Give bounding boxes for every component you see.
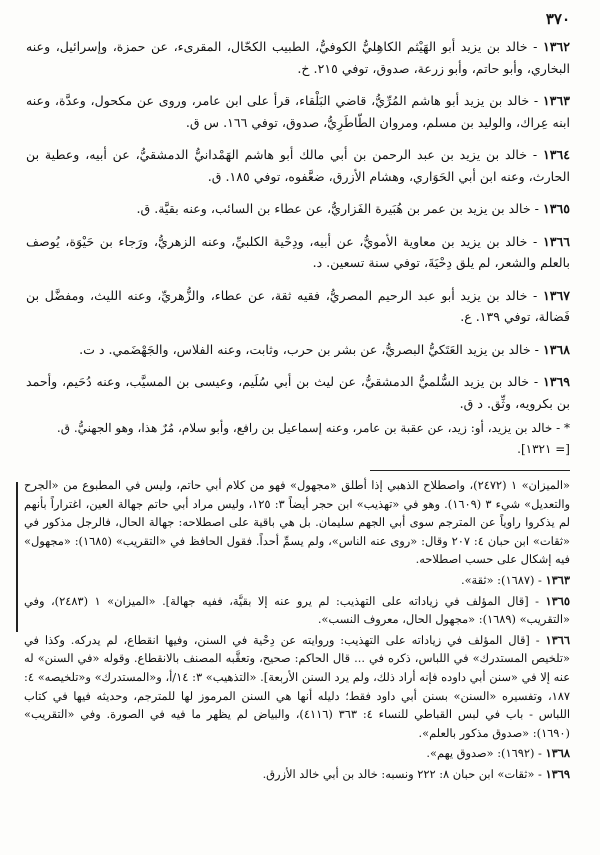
entry-1365: ١٣٦٥ - خالد بن يزيد بن عمر بن هُبَيرة الفَزاريُّ، عن عطاء بن السائب، وعنه بقيَّة. ق.	[136, 201, 570, 216]
entry-1362: ١٣٦٢ - خالد بن يزيد أبو الهَيْثم الكاهِليُّ الكوفيُّ، الطبيب الكحّال، المقرىء، عن حمزة، وإسرائيل، وعنه البخاري، وأبو حاتم، وأبو زرعة، صدوق، توفي ٢١٥. خ.	[26, 39, 570, 76]
footnote-1369: ١٣٦٩ - «ثقات» ابن حبان ٨: ٢٢٢ ونسبه: خالد بن أبي خالد الأزرق.	[262, 766, 570, 781]
footnote-text: «الميزان» ١ (٢٤٧٢)، واصطلاح الذهبي إذا أطلق «مجهول» فهو من كلام أبي حاتم، وليس في المطبوع من «الجرح والتعديل» شيء ٣ (١٦٠٩). وهو في «تهذيب» ابن حجر أيضاً ٣: ١٢٥، وليس مراد أبي حاتم جهالة العين، اغتراراً بأنهم لم يذكروا راوياً عن المترجم سوى أبي الجهم سليمان. بل هي باقية على اصطلاحه: جهالة الحال، فالرجل مذكور في «ثقات» ابن حبان ٤: ٢٠٧ وقال: «روى عنه الناس»، ولم يسمِّ أحداً. فقول الحافظ في «التقريب» (١٦٨٥): «مجهول» فيه إشكال على حسب اصطلاحه.	[24, 478, 570, 567]
entry-number: ١٣٦٢	[542, 39, 570, 54]
entry-text: خالد بن يزيد أبو هاشم المُرِّيُّ، قاضي البَلْقاء، قرأ على ابن عامر، وروى عن مكحول، وعدَّة، وعنه ابنه عِراك، والوليد بن مسلم، ومروان الطّاطَرِيُّ، صدوق، توفي ١٦٦. س ق.	[26, 93, 570, 130]
footnote-1368: ١٣٦٨ - (١٦٩٢): «صدوق يهم».	[426, 746, 570, 761]
entry-1367: ١٣٦٧ - خالد بن يزيد أبو عبد الرحيم المصريُّ، فقيه ثقة، عن عطاء، والزُّهريِّ، وعنه الليث، ومفضَّل بن فَضالة، توفي ١٣٩. ع.	[26, 287, 570, 324]
entry-number: ١٣٦٣	[542, 93, 570, 108]
footnote-number: ١٣٦٨	[545, 746, 570, 761]
entry-text: خالد بن يزيد العَتَكيُّ البصريُّ، عن بشر بن حرب، وثابت، وعنه الفلاس، والجَهْضَمي. د ت.	[79, 341, 531, 357]
entry-number: ١٣٦٩	[542, 374, 571, 389]
footnote-1363: ١٣٦٣ - (١٦٨٧): «ثقة».	[460, 572, 570, 587]
entry-1363: ١٣٦٣ - خالد بن يزيد أبو هاشم المُرِّيُّ، قاضي البَلْقاء، قرأ على ابن عامر، وروى عن مكحول، وعدَّة، وعنه ابنه عِراك، والوليد بن مسلم، ومروان الطّاطَرِيُّ، صدوق، توفي ١٦٦. س ق.	[26, 93, 570, 130]
entry-text: خالد بن يزيد بن عمر بن هُبَيرة الفَزاريُّ، عن عطاء بن السائب، وعنه بقيَّة. ق.	[136, 201, 531, 216]
footnote-number: ١٣٦٩	[545, 766, 570, 781]
footnote-text: [قال المؤلف في زياداته على التهذيب: لم يرو عنه إلا بقيَّة، ففيه جهالة]. «الميزان» ١ (٢٤٨٣)، وفي «التقريب» (١٦٨٩): «مجهول الحال، معروف النسب».	[24, 593, 570, 627]
footnote-text: «ثقات» ابن حبان ٨: ٢٢٢ ونسبه: خالد بن أبي خالد الأزرق.	[262, 766, 535, 781]
entry-1368: ١٣٦٨ - خالد بن يزيد العَتَكيُّ البصريُّ، عن بشر بن حرب، وثابت، وعنه الفلاس، والجَهْضَمي. د ت.	[79, 341, 570, 357]
entry-text: خالد بن يزيد السُّلميُّ الدمشقيُّ، عن ليث بن أبي سُلَيم، وعيسى بن المسيَّب، وعنه دُحَيم، وأحمد بن بكرويه، وثِّق. د ق.	[26, 374, 570, 411]
footnote-number: ١٣٦٣	[545, 572, 570, 587]
footnote-divider	[370, 470, 570, 471]
entry-number: ١٣٦٦	[542, 233, 570, 249]
entry-number: ١٣٦٨	[542, 341, 570, 357]
page-number: ٣٧٠	[545, 10, 570, 28]
footnote-number: ١٣٦٥	[545, 593, 570, 608]
entries-list	[26, 36, 570, 425]
entry-text: خالد بن يزيد بن عبد الرحمن بن أبي مالك أبو هاشم الهَمْدانيُّ الدمشقيُّ، عن أبيه، وعطية بن الحارث، وعنه ابن أبي الحَوَاري، وهشام الأزرق، ضعَّفوه، توفي ١٨٥. ق.	[26, 147, 570, 184]
footnote-1362	[24, 476, 570, 569]
footnote-number: ١٣٦٦	[545, 632, 570, 647]
entry-text: خالد بن يزيد بن معاوية الأمويُّ، عن أبيه، ودِحْية الكلبيِّ، وعنه الزهريُّ، ورَجاء بن حَيْوَة، يُوصف بالعلم والشعر، لم يلق دِحْيَةَ، توفي سنة تسعين. د.	[26, 233, 570, 270]
entry-number: ١٣٦٤	[542, 147, 570, 162]
footnote-1365: ١٣٦٥ - [قال المؤلف في زياداته على التهذيب: لم يرو عنه إلا بقيَّة، ففيه جهالة]. «الميزان» ١ (٢٤٨٣)، وفي «التقريب» (١٦٨٩): «مجهول الحال، معروف النسب».	[24, 593, 570, 627]
margin-bracket	[16, 482, 22, 632]
entry-text: خالد بن يزيد أبو عبد الرحيم المصريُّ، فقيه ثقة، عن عطاء، والزُّهريِّ، وعنه الليث، ومفضَّل بن فَضالة، توفي ١٣٩. ع.	[26, 287, 570, 324]
star-note: * - خالد بن يزيد، أو: زيد، عن عقبة بن عامر، وعنه إسماعيل بن رافع، وأبو سلام، مُرٌ هذا، وهو الجهنيُّ. ق. [= ١٣٢١].	[56, 421, 570, 456]
footnote-text: [قال المؤلف في زياداته على التهذيب: وروايته عن دِحْية في السنن، وفيها انقطاع، لم يدركه. وكذا في «تلخيص المستدرك» في اللباس، ذكره في ... قال الحاكم: صحيح، وتعقَّبه المصنف بالانقطاع. وقوله «في السنن» له عنه إلا في «سنن أبي داوده فإنه أراد ذلك، ولم يرد السنن الأربعة]. «التذهيب» ٣: ١٤/أ، و«المستدرك» و«تلخيصه» ٤: ١٨٧، وتفسيره «السنن» بسنن أبي داود فقط؛ دليله أنها هي السنن المرموز لها للمترجم، وحديثه فيها في كتاب اللباس - باب في لبس القباطي للنساء ٤: ٣٦٣ (٤١١٦)، والبياض لم يظهر ما فيه في الصورة. وفي «التقريب» (١٦٩٠): «صدوق مذكور بالعلم».	[24, 632, 570, 740]
entry-number: ١٣٦٧	[542, 287, 570, 303]
footnote-text: (١٦٩٢): «صدوق يهم».	[426, 746, 535, 761]
entry-1366: ١٣٦٦ - خالد بن يزيد بن معاوية الأمويُّ، عن أبيه، ودِحْية الكلبيِّ، وعنه الزهريُّ، ورَجاء بن حَيْوَة، يُوصف بالعلم والشعر، لم يلق دِحْيَةَ، توفي سنة تسعين. د.	[26, 233, 570, 270]
footnote-text: (١٦٨٧): «ثقة».	[460, 572, 535, 587]
entry-1364: ١٣٦٤ - خالد بن يزيد بن عبد الرحمن بن أبي مالك أبو هاشم الهَمْدانيُّ الدمشقيُّ، عن أبيه، وعطية بن الحارث، وعنه ابن أبي الحَوَاري، وهشام الأزرق، ضعَّفوه، توفي ١٨٥. ق.	[26, 147, 570, 184]
entry-number: ١٣٦٥	[542, 201, 570, 216]
footnote-1366: ١٣٦٦ - [قال المؤلف في زياداته على التهذيب: وروايته عن دِحْية في السنن، وفيها انقطاع، لم يدركه. وكذا في «تلخيص المستدرك» في اللباس، ذكره في ... قال الحاكم: صحيح، وتعقَّبه المصنف بالانقطاع. وقوله «في السنن» له عنه إلا في «سنن أبي داوده فإنه أراد ذلك، ولم يرد السنن الأربعة]. «التذهيب» ٣: ١٤/أ، و«المستدرك» و«تلخيصه» ٤: ١٨٧، وتفسيره «السنن» بسنن أبي داود فقط؛ دليله أنها هي السنن المرموز لها للمترجم، وحديثه فيها في كتاب اللباس - باب في لبس القباطي للنساء ٤: ٣٦٣ (٤١١٦)، والبياض لم يظهر ما فيه في الصورة. وفي «التقريب» (١٦٩٠): «صدوق مذكور بالعلم».	[24, 632, 570, 740]
footnotes	[24, 476, 570, 786]
entry-text: خالد بن يزيد أبو الهَيْثم الكاهِليُّ الكوفيُّ، الطبيب الكحّال، المقرىء، عن حمزة، وإسرائيل، وعنه البخاري، وأبو حاتم، وأبو زرعة، صدوق، توفي ٢١٥. خ.	[26, 39, 570, 76]
entry-1369: ١٣٦٩ - خالد بن يزيد السُّلميُّ الدمشقيُّ، عن ليث بن أبي سُلَيم، وعيسى بن المسيَّب، وعنه دُحَيم، وأحمد بن بكرويه، وثِّق. د ق.	[26, 374, 571, 411]
